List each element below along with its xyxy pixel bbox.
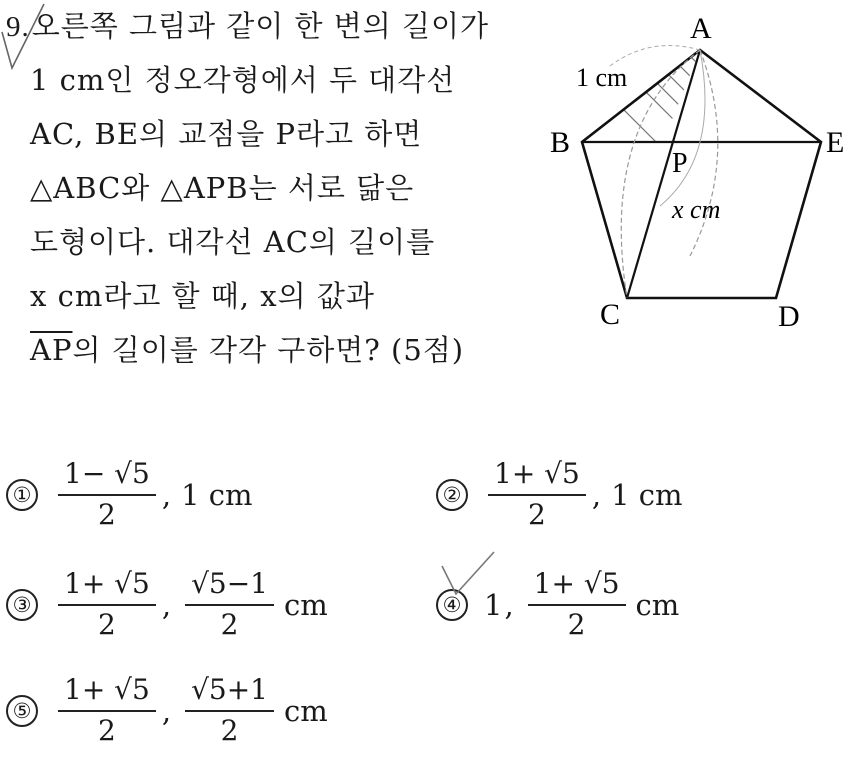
choice-separator: , — [591, 478, 602, 512]
choice-2[interactable] — [436, 456, 682, 534]
fraction-numerator: √5+1 — [185, 672, 274, 712]
fraction-denominator: 2 — [98, 498, 116, 531]
fraction-numerator: 1+ √5 — [528, 566, 626, 606]
problem-line-1 — [6, 4, 546, 58]
choice-3-fraction-1 — [58, 566, 156, 644]
vertex-b-label: B — [550, 126, 571, 159]
choice-1[interactable] — [6, 456, 252, 534]
fraction-numerator: 1− √5 — [58, 456, 156, 496]
fraction-denominator: 2 — [220, 608, 239, 641]
vertex-e-label: E — [826, 126, 845, 159]
choice-5[interactable] — [6, 672, 328, 750]
choice-separator: , — [504, 588, 514, 622]
unit-label: cm — [635, 588, 680, 622]
problem-line-3: AC, BE의 교점을 P라고 하면 — [30, 117, 423, 151]
choice-4[interactable] — [436, 566, 679, 644]
problem-line-7 — [6, 328, 546, 382]
choice-4-value: 1 — [484, 588, 503, 622]
choice-3-number: ③ — [6, 589, 38, 621]
unit-label: cm — [284, 694, 328, 728]
answer-choices — [0, 440, 864, 757]
choice-separator: , — [161, 694, 172, 728]
choice-separator: , — [161, 478, 172, 512]
vertex-a-label: A — [690, 12, 712, 45]
choice-4-number: ④ — [436, 589, 468, 621]
segment-ap-label: $\overline{AP}$ — [30, 333, 73, 367]
problem-text-7: 의 길이를 각각 구하면? (5점) — [72, 333, 465, 367]
problem-line-6: x cm라고 할 때, x의 값과 — [30, 279, 375, 313]
fraction-denominator: 2 — [220, 714, 239, 747]
choice-separator: , — [161, 588, 172, 622]
fraction-denominator: 2 — [98, 608, 116, 641]
side-length-label: 1 cm — [576, 63, 628, 92]
choice-5-fraction-1 — [58, 672, 156, 750]
problem-text-1: 오른쪽 그림과 같이 한 변의 길이가 — [31, 9, 490, 43]
choice-1-fraction — [58, 456, 156, 534]
fraction-denominator: 2 — [567, 608, 586, 641]
fraction-numerator: 1+ √5 — [58, 566, 156, 606]
fraction-numerator: 1+ √5 — [488, 456, 586, 496]
problem-line-2: 1 cm인 정오각형에서 두 대각선 — [30, 63, 456, 97]
choice-1-number: ① — [6, 479, 38, 511]
choice-3-fraction-2 — [185, 566, 274, 644]
choice-2-number: ② — [436, 479, 468, 511]
fraction-denominator: 2 — [528, 498, 546, 531]
vertex-c-label: C — [600, 298, 621, 331]
problem-line-4: △ABC와 △APB는 서로 닮은 — [30, 171, 415, 205]
choice-2-fraction — [488, 456, 586, 534]
fraction-numerator: √5−1 — [185, 566, 274, 606]
choice-3[interactable] — [6, 566, 328, 644]
diagonal-length-label: x cm — [672, 195, 721, 224]
point-p-label: P — [672, 148, 688, 179]
choice-5-fraction-2 — [185, 672, 274, 750]
question-number: 9. — [6, 11, 30, 43]
choice-4-fraction — [528, 566, 626, 644]
pencil-arc-inner — [660, 50, 705, 206]
unit-label: cm — [284, 588, 328, 622]
fraction-denominator: 2 — [98, 714, 116, 747]
fraction-numerator: 1+ √5 — [58, 672, 156, 712]
choice-1-value: 1 cm — [181, 478, 253, 512]
choice-5-number: ⑤ — [6, 695, 38, 727]
problem-line-5: 도형이다. 대각선 AC의 길이를 — [30, 225, 436, 259]
problem-statement — [6, 4, 546, 382]
choice-2-value: 1 cm — [611, 478, 683, 512]
pentagon-diagram — [540, 6, 864, 346]
pentagon-figure — [540, 6, 864, 346]
vertex-d-label: D — [778, 300, 800, 333]
